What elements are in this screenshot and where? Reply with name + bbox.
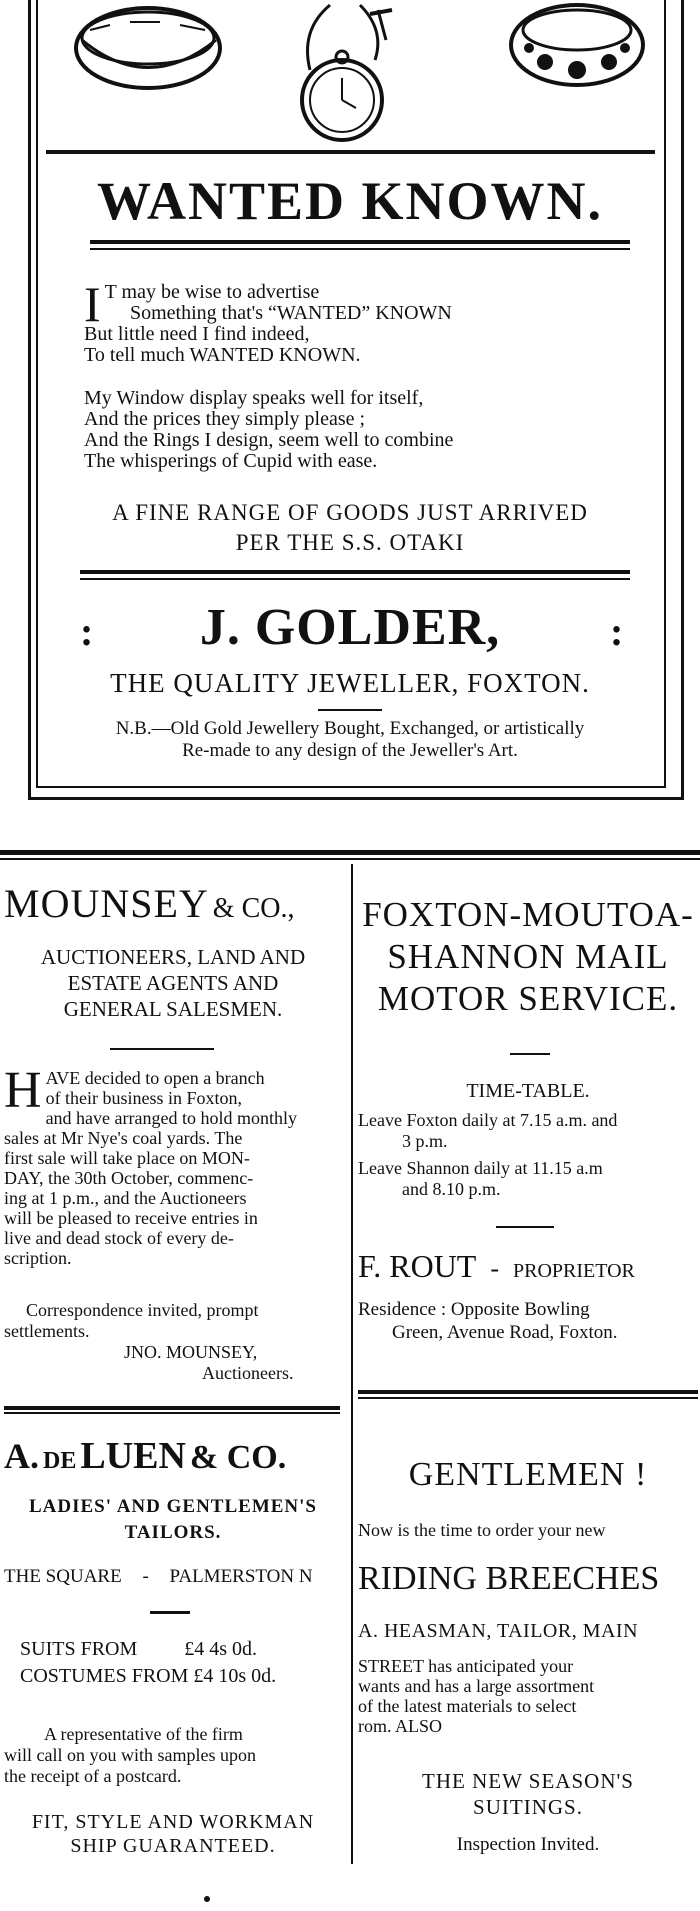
timetable: [358, 1110, 698, 1200]
mounsey-body-line: sales at Mr Nye's coal yards. The: [4, 1128, 243, 1148]
nb-note: [50, 718, 650, 762]
goods-line-1: A FINE RANGE OF GOODS JUST ARRIVED: [112, 500, 588, 525]
mounsey-body-line: live and dead stock of every de-: [4, 1228, 234, 1248]
mounsey-title-suffix: & CO.,: [212, 893, 295, 924]
mail-title-line: MOTOR SERVICE.: [377, 979, 679, 1018]
poem-line: And the prices they simply please ;: [84, 408, 366, 430]
timetable-line: Leave Foxton daily at 7.15 a.m. and: [358, 1110, 618, 1130]
section-rule: [0, 858, 700, 860]
proprietor-name: F. ROUT: [358, 1248, 477, 1284]
costumes-line: COSTUMES FROM £4 10s 0d.: [20, 1665, 277, 1687]
poem-line: And the Rings I design, seem well to combine: [84, 429, 454, 451]
divider-rule: [80, 578, 630, 580]
heasman-title: GENTLEMEN !: [408, 1456, 648, 1493]
print-speck: [204, 1896, 210, 1902]
suits-label: SUITS FROM: [20, 1638, 138, 1660]
mounsey-subtitle: [0, 944, 346, 1022]
deluen-title-co: & CO.: [189, 1439, 287, 1476]
deluen-title-luen: LUEN: [80, 1435, 186, 1477]
heasman-season: [356, 1768, 700, 1820]
timetable-heading: TIME-TABLE.: [466, 1080, 590, 1102]
mounsey-title-main: MOUNSEY: [4, 881, 209, 926]
poem-line: Something that's “WANTED” KNOWN: [130, 302, 452, 324]
deluen-location-right: PALMERSTON N: [169, 1566, 313, 1587]
heasman-breeches: RIDING BREECHES: [358, 1560, 660, 1597]
proprietor-dash: -: [490, 1254, 500, 1283]
mail-proprietor: [358, 1248, 698, 1285]
gem-ring-illustration-right: [505, 0, 655, 100]
short-rule: [110, 1048, 214, 1050]
short-rule: [496, 1226, 554, 1228]
mounsey-correspondence-line: settlements.: [4, 1321, 90, 1341]
short-rule: [150, 1611, 190, 1614]
mounsey-subtitle-line: GENERAL SALESMEN.: [63, 997, 283, 1021]
poem-line: T may be wise to advertise: [104, 281, 320, 303]
deluen-title-de: DE: [43, 1448, 77, 1474]
guarantee-line: SHIP GUARANTEED.: [70, 1835, 276, 1857]
mounsey-body-line: of their business in Foxton,: [45, 1088, 243, 1108]
residence-line: Green, Avenue Road, Foxton.: [392, 1322, 618, 1343]
heasman-body-line: of the latest materials to select: [358, 1696, 577, 1716]
heasman-inspection: Inspection Invited.: [456, 1834, 600, 1855]
divider-rule: [358, 1390, 698, 1394]
heasman-body-line: wants and has a large assortment: [358, 1676, 595, 1696]
rep-line: will call on you with samples upon: [4, 1745, 256, 1765]
jeweller-name: J. GOLDER,: [199, 599, 501, 656]
mounsey-dropcap: H: [4, 1062, 42, 1119]
mounsey-title: [4, 880, 344, 927]
ornament-colon-left: :: [80, 609, 94, 654]
deluen-representative: [4, 1724, 340, 1787]
heasman-tailor-line: A. HEASMAN, TAILOR, MAIN: [358, 1620, 639, 1642]
mounsey-body: [4, 1062, 340, 1268]
mounsey-subtitle-line: AUCTIONEERS, LAND AND: [40, 945, 306, 969]
poem-dropcap: I: [84, 276, 101, 332]
mounsey-correspondence-line: Correspondence invited, prompt: [26, 1300, 259, 1320]
poem-stanza-1: [84, 276, 644, 366]
poem-line: The whisperings of Cupid with ease.: [84, 450, 378, 472]
timetable-line: and 8.10 p.m.: [402, 1179, 501, 1199]
ring-illustration-left: [70, 0, 230, 100]
divider-rule: [80, 570, 630, 574]
divider-rule: [90, 240, 630, 244]
headline: WANTED KNOWN.: [96, 171, 604, 231]
mounsey-signature-title: Auctioneers.: [202, 1363, 294, 1383]
poem-line: But little need I find indeed,: [84, 323, 310, 345]
mail-residence: [358, 1298, 698, 1344]
nb-line: Re-made to any design of the Jeweller's Art.: [182, 740, 518, 761]
short-rule: [318, 709, 382, 711]
rep-line: A representative of the firm: [44, 1724, 243, 1744]
poem-line: To tell much WANTED KNOWN.: [84, 344, 361, 366]
nb-line: N.B.—Old Gold Jewellery Bought, Exchanged, or artistically: [115, 718, 585, 739]
heasman-body-line: rom. ALSO: [358, 1716, 443, 1736]
mounsey-body-line: AVE decided to open a branch: [45, 1068, 265, 1088]
deluen-guarantee: [0, 1810, 346, 1858]
deluen-title-a: A.: [4, 1436, 39, 1476]
mounsey-body-line: scription.: [4, 1248, 72, 1268]
ornament-colon-right: :: [610, 609, 624, 654]
mail-title-line: SHANNON MAIL: [387, 937, 669, 976]
deluen-location-dash: -: [142, 1566, 149, 1587]
heasman-now-line: Now is the time to order your new: [358, 1520, 606, 1540]
deluen-subtitle-line: LADIES' AND GENTLEMEN'S: [28, 1496, 317, 1517]
divider-rule: [358, 1397, 698, 1399]
timetable-line: 3 p.m.: [402, 1131, 448, 1151]
divider-rule: [90, 248, 630, 250]
season-line: SUITINGS.: [473, 1795, 583, 1819]
jeweller-subtitle: THE QUALITY JEWELLER, FOXTON.: [110, 668, 590, 698]
deluen-prices: [20, 1636, 340, 1690]
poem-line: My Window display speaks well for itself,: [84, 387, 424, 409]
season-line: THE NEW SEASON'S: [422, 1769, 634, 1793]
deluen-title: [4, 1434, 344, 1478]
mounsey-body-line: first sale will take place on MON-: [4, 1148, 250, 1168]
rep-line: the receipt of a postcard.: [4, 1766, 182, 1786]
divider-rule: [4, 1406, 340, 1410]
guarantee-line: FIT, STYLE AND WORKMAN: [31, 1811, 315, 1833]
mounsey-body-line: and have arranged to hold monthly: [45, 1108, 297, 1128]
deluen-location-left: THE SQUARE: [4, 1566, 122, 1587]
divider-rule: [46, 150, 655, 154]
mounsey-body-line: will be pleased to receive entries in: [4, 1208, 258, 1228]
deluen-location: [4, 1566, 344, 1588]
section-rule: [0, 850, 700, 855]
timetable-line: Leave Shannon daily at 11.15 a.m: [358, 1158, 603, 1178]
heasman-body-line: STREET has anticipated your: [358, 1656, 574, 1676]
mounsey-body-line: DAY, the 30th October, commenc-: [4, 1168, 254, 1188]
divider-rule: [4, 1412, 340, 1414]
mail-title-line: FOXTON-MOUTOA-: [362, 895, 694, 934]
heasman-body: [358, 1656, 694, 1736]
goods-line-2: PER THE S.S. OTAKI: [235, 530, 465, 555]
suits-price: £4 4s 0d.: [184, 1638, 258, 1660]
mounsey-body-line: ing at 1 p.m., and the Auctioneers: [4, 1188, 247, 1208]
mail-service-title: [356, 894, 700, 1020]
deluen-subtitle-line: TAILORS.: [124, 1522, 222, 1543]
deluen-subtitle: [0, 1494, 346, 1546]
mounsey-subtitle-line: ESTATE AGENTS AND: [67, 971, 279, 995]
mounsey-correspondence: [4, 1300, 340, 1384]
poem-stanza-2: [84, 388, 664, 472]
pocket-watch-illustration: [290, 0, 400, 150]
proprietor-title: PROPRIETOR: [513, 1260, 635, 1282]
residence-line: Residence : Opposite Bowling: [358, 1299, 590, 1320]
suits-line: [20, 1636, 340, 1663]
short-rule: [510, 1053, 550, 1055]
mounsey-signature: JNO. MOUNSEY,: [124, 1342, 258, 1362]
column-divider: [351, 864, 353, 1864]
